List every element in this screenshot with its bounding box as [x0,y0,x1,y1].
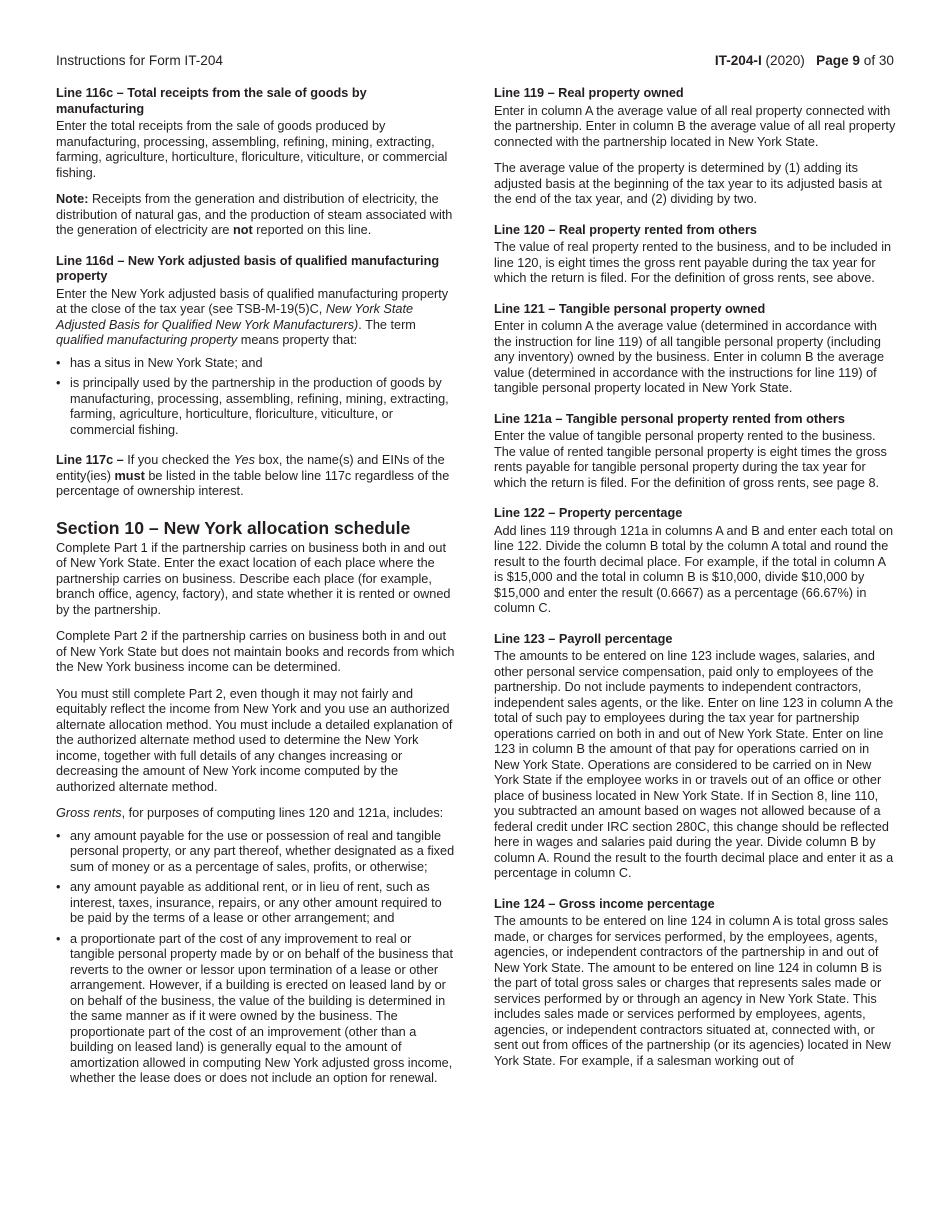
line-121-section [494,302,896,397]
line-120-text: The value of real property rented to the business, and to be included in line 120, is eight times the gross rent payable during the tax year for which the return is filed. For the definition of gross rents, see above. [494,240,892,285]
line-116c-section [56,86,456,239]
list-item: • any amount payable as additional rent, or in lieu of rent, such as interest, taxes, insurance, repairs, or any other amount required to be paid by the terms of a lease or other arrangement; and [56,880,456,927]
line-119-section [494,86,896,208]
line-116d-text: Enter the New York adjusted basis of qualified manufacturing property at the close of the tax year (see TSB-M-19(5)C, New York State Adjusted Basis for Qualified New York Manufacturers). The term qualified manufacturing property means property that: [56,286,449,347]
line-122-heading: Line 122 – Property percentage [494,506,683,520]
line-121-heading: Line 121 – Tangible personal property owned [494,301,766,316]
page-number [715,53,894,68]
gross-rents-list [56,829,456,1087]
section-10-part2: Complete Part 2 if the partnership carries on business both in and out of New York State but does not maintain books and records from which the New York business income can be determined. [56,629,455,674]
line-124-section [494,897,896,1070]
page-of: of 30 [859,53,894,68]
line-120-section [494,223,896,287]
line-121a-section [494,412,896,492]
section-10-heading: Section 10 – New York allocation schedule [56,517,411,538]
line-116c-heading: Line 116c – Total receipts from the sale of goods by manufacturing [56,86,367,116]
line-124-heading: Line 124 – Gross income percentage [494,896,715,911]
line-116c-text: Enter the total receipts from the sale of goods produced by manufacturing, processing, assembling, refining, mining, extracting, farming, agriculture, horticulture, floriculture, viticulture, or commercial fishing. [56,119,448,180]
form-year: (2020) [761,53,805,68]
form-id: IT-204-I [714,53,762,68]
line-116d-list [56,356,456,439]
list-item: • has a situs in New York State; and [56,356,456,372]
line-123-section [494,632,896,882]
line-122-text: Add lines 119 through 121a in columns A and B and enter each total on line 122. Divide the column B total by the column A total and round the result to the fourth decimal place. For example, if the total in column A is $15,000 and the total in column B is $10,000, divide $10,000 by $15,000 and enter the result (0.6667) as a percentage (66.67%) in column C. [494,523,894,615]
line-116d-section [56,254,456,439]
line-119-heading: Line 119 – Real property owned [494,86,684,100]
line-119-text: Enter in column A the average value of all real property connected with the partnership. Enter in column B the average value of all real property connected with the partnership located in New York State. [494,103,896,149]
left-column [56,86,456,1098]
line-121-text: Enter in column A the average value (determined in accordance with the instruction for line 119) of all tangible personal property (including any inventory) owned by the business. Enter in column B the average value (determined in accordance with the instructions for line 119) of tangible personal property located in New York State. [494,319,885,395]
section-10-alt-method: You must still complete Part 2, even though it may not fairly and equitably reflect the income from New York and you use an authorized alternate allocation method. You must include a detailed explanation of the authorized alternate method used to determine the New York income, together with full details of any changes increasing or decreasing the amount of New York income computed by the authorized alternate method. [56,686,453,794]
line-117c-text: Line 117c – If you checked the Yes box, the name(s) and EINs of the entity(ies) must be listed in the table below line 117c regardless of the percentage of ownership interest. [56,453,450,498]
list-item: • is principally used by the partnership in the production of goods by manufacturing, processing, assembling, refining, mining, extracting, farming, agriculture, horticulture, floriculture, viticulture, or commercial fishing. [56,376,456,438]
line-123-text: The amounts to be entered on line 123 include wages, salaries, and other personal service compensation, paid only to employees of the partnership. Do not include payments to independent contractors, independent sales agents, or the like. Enter on line 123 in column A the total of such pay to employees during the tax year for partnership operations carried on both in and out of New York State. Enter on line 123 in column B the amount of that pay for operations carried on in New York State. Operations are considered to be carried on in New York State if the employee works in or travels out of an office or other place of business located in New York State. If in Section 8, line 110, you subtracted an amount based on wages not allowed because of a federal credit under IRC section 280C, this change should be reflected here in wages and salaries paid during the year. Divide column B by column A. Round the result to the fourth decimal place and enter it as a percentage in column C. [494,649,894,880]
line-122-section [494,506,896,617]
list-item: • any amount payable for the use or possession of real and tangible personal property, or any part thereof, whether designated as a fixed sum of money or as a percentage of sales, profits, or otherwise; [56,829,456,876]
line-116d-heading: Line 116d – New York adjusted basis of qualified manufacturing property [56,253,440,283]
line-121a-heading: Line 121a – Tangible personal property rented from others [494,411,845,426]
gross-rents-definition: Gross rents, for purposes of computing lines 120 and 121a, includes: [56,806,444,820]
form-instructions-title: Instructions for Form IT-204 [56,53,223,68]
page-header [56,53,894,73]
line-124-text: The amounts to be entered on line 124 in column A is total gross sales made, or charges for services performed, by the employees, agents, agencies, or independent contractors of the partnership in and out of New York State. The amount to be entered on line 124 in column B is the part of total gross sales or charges that represents sales made or services performed by or through an agency in New York State. This includes sales made or services performed by employees, agents, agencies, or independent contractors situated at, connected with, or sent out from offices of the partnership (or its agencies) located in New York State. For example, if a salesman working out of [494,914,891,1068]
line-116c-note: Note: Receipts from the generation and distribution of electricity, the distribution of natural gas, and the production of steam associated with the generation of electricity are not reported on this line. [56,192,453,237]
page-label: Page 9 [816,53,860,68]
line-123-heading: Line 123 – Payroll percentage [494,631,673,646]
section-10-part1: Complete Part 1 if the partnership carries on business both in and out of New York State. Enter the exact location of each place where the partnership carries on business. Describe each place (for example, branch office, agency, factory), and state whether it is rented or owned by the partnership. [56,540,451,617]
line-119-average: The average value of the property is determined by (1) adding its adjusted basis at the beginning of the tax year to its adjusted basis at the end of the tax year, and (2) dividing by two. [494,161,882,206]
line-120-heading: Line 120 – Real property rented from others [494,222,757,237]
right-column [494,86,896,1084]
line-117c-section [56,453,456,500]
list-item: • a proportionate part of the cost of any improvement to real or tangible personal property made by or on behalf of the business that reverts to the owner or lessor upon termination of a lease or other arrangement. However, if a building is erected on leased land by or on behalf of the business, the value of the building is determined in the same manner as if it were owned by the business. The proportionate part of the cost of an improvement (other than a building on leased land) is generally equal to the amount of amortization allowed in computing New York adjusted gross income, whether the lease does or does not include an option for renewal. [56,932,456,1087]
line-121a-text: Enter the value of tangible personal property rented to the business. The value of rented tangible personal property is eight times the gross rents payable for tangible personal property during the tax year for which the return is filed. For the definition of gross rents, see page 8. [494,429,887,490]
